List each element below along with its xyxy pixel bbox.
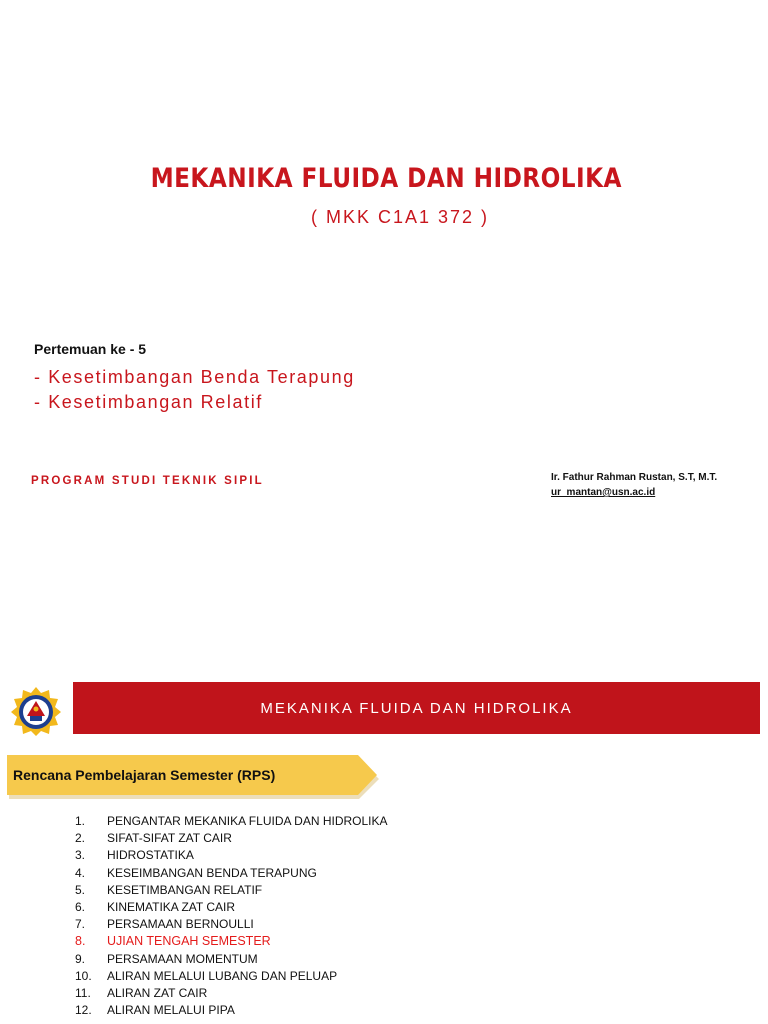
list-item: 7. PERSAMAAN BERNOULLI [75, 917, 254, 932]
meeting-number: Pertemuan ke - 5 [34, 341, 147, 357]
list-item: 9. PERSAMAAN MOMENTUM [75, 951, 258, 966]
list-item: 5. KESETIMBANGAN RELATIF [75, 882, 263, 897]
course-title: MEKANIKA FLUIDA DAN HIDROLIKA [150, 163, 622, 194]
topic-1: - Kesetimbangan Benda Terapung [34, 367, 355, 387]
author-name: Ir. Fathur Rahman Rustan, S.T, M.T. [551, 472, 718, 483]
list-item: 4. KESEIMBANGAN BENDA TERAPUNG [75, 865, 317, 880]
list-item-exam: 8. UJIAN TENGAH SEMESTER [75, 934, 271, 949]
list-item: 3. HIDROSTATIKA [75, 848, 194, 863]
list-item: 6. KINEMATIKA ZAT CAIR [75, 899, 236, 914]
slide-banner: MEKANIKA FLUIDA DAN HIDROLIKA [73, 682, 760, 734]
rps-arrow-label [6, 754, 378, 798]
university-emblem-icon [10, 685, 62, 737]
study-program: PROGRAM STUDI TEKNIK SIPIL [31, 475, 264, 487]
rps-label-text: Rencana Pembelajaran Semester (RPS) [13, 767, 276, 783]
list-item: 2. SIFAT-SIFAT ZAT CAIR [75, 831, 232, 846]
list-item: 11. ALIRAN ZAT CAIR [75, 985, 208, 1000]
list-item: 1. PENGANTAR MEKANIKA FLUIDA DAN HIDROLIKA [75, 814, 388, 828]
author-email-link[interactable]: ur_mantan@usn.ac.id [551, 487, 656, 498]
course-code: ( MKK C1A1 372 ) [310, 207, 490, 227]
list-item: 12. ALIRAN MELALUI PIPA [75, 1003, 235, 1018]
syllabus-list [75, 813, 388, 1019]
topic-2: - Kesetimbangan Relatif [34, 392, 263, 412]
list-item: 10. ALIRAN MELALUI LUBANG DAN PELUAP [75, 968, 338, 983]
slide-syllabus [0, 640, 768, 1024]
